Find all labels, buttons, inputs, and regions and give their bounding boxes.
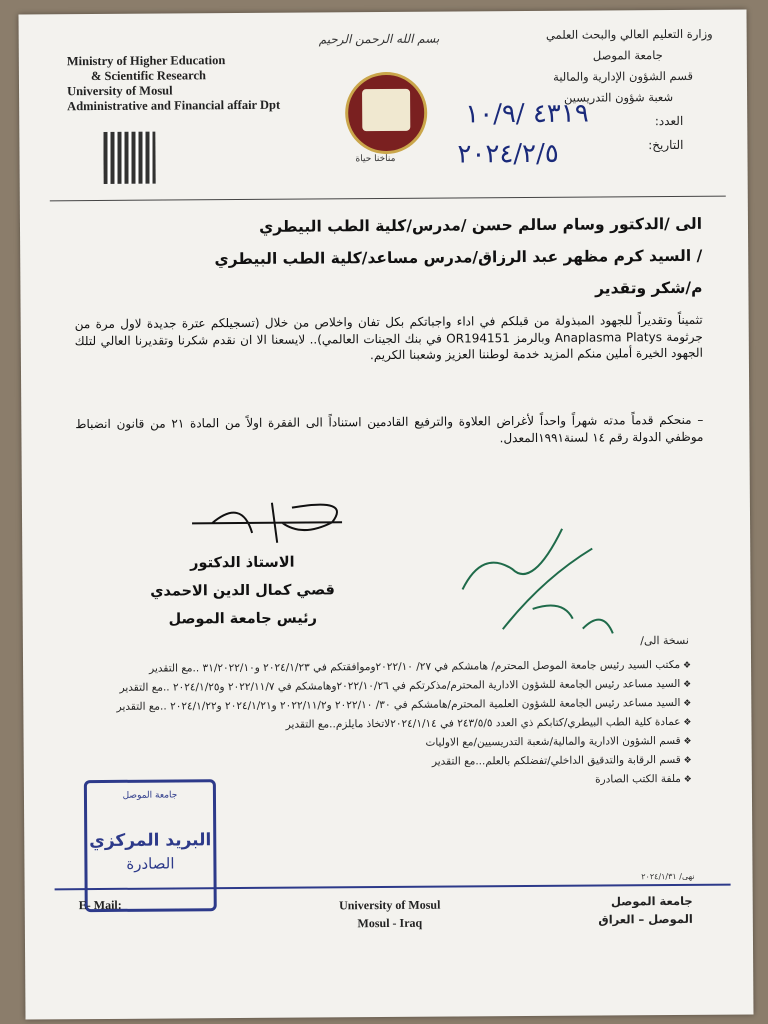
copy-item: ❖ قسم الرقابة والتدقيق الداخلي/تفضلكم بالعلم...مع التقدير: [78, 753, 692, 773]
signatory-block: [132, 548, 353, 634]
stamp-top: جامعة الموصل: [122, 790, 178, 801]
copy-item: ❖ قسم الشؤون الادارية والمالية/شعبة التدريسيين/مع الاوليات: [78, 734, 692, 754]
signatory-position: رئيس جامعة الموصل: [168, 610, 317, 628]
copy-item: ❖ مكتب السيد رئيس جامعة الموصل المحترم/ هامشكم في ٢٧/ ٢٠٢٢/١٠وموافقتكم في ٢٠٢٤/١/٢٣ و٣١/٢٠٢٢/١٠ ..مع التقدير: [77, 658, 691, 678]
footer-university: University of Mosul: [339, 897, 441, 913]
arabic-letterhead: [546, 24, 713, 109]
copies-title: نسخة الى/: [640, 633, 689, 648]
department-ar: قسم الشؤون الإدارية والمالية: [553, 68, 693, 84]
president-signature: [182, 492, 362, 553]
basmala: بسم الله الرحمن الرحيم: [318, 31, 440, 47]
addressee-2: / السيد كرم مظهر عبد الرزاق/مدرس مساعد/كلية الطب البيطري: [214, 246, 703, 269]
date-value: ٢٠٢٤/٢/٥: [457, 138, 559, 170]
university-ar: جامعة الموصل: [592, 48, 663, 63]
signatory-name: قصي كمال الدين الاحمدي: [150, 582, 335, 600]
copies-list: [77, 656, 692, 795]
research-en: & Scientific Research: [90, 68, 206, 84]
body-paragraph-1: تثميناً وتقديراً للجهود المبذولة من قبلكم في اداء واجباتكم بكل تفان واخلاص من خلال (تسجيلكم عترة جديدة لاول مرة من جرثومة Anaplasma Platys وبالرمز OR194151 في بنك الجينات العالمي).. لايسعنا الا ان نقدم شكرنا وتقديرنا العالي لتلك الجهود الخيرة أملين منكم المزيد خدمة لوطننا العزيز وشعبنا الكريم.: [74, 312, 703, 363]
ministry-ar: وزارة التعليم العالي والبحث العلمي: [545, 26, 713, 42]
ministry-en: Ministry of Higher Education: [66, 53, 226, 69]
footer-university-ar: جامعة الموصل: [610, 893, 693, 909]
stamp-middle: البريد المركزي: [89, 830, 212, 852]
footer-city: Mosul - Iraq: [357, 915, 423, 931]
footer-city-ar: الموصل – العراق: [598, 911, 693, 927]
department-en: Administrative and Financial affair Dpt: [67, 97, 281, 114]
university-logo: [345, 72, 428, 155]
copy-item: ❖ عمادة كلية الطب البيطري/كتابكم ذي العدد ٢٤٣/٥/٥ في ٢٠٢٤/١/١٤لاتخاذ مايلزم..مع التقدير: [77, 715, 691, 735]
section-ar: شعبة شؤون التدريسين: [563, 89, 674, 105]
copy-item: ❖ السيد مساعد رئيس الجامعة للشؤون العلمية المحترم/هامشكم في ٣٠/ ٢٠٢٢/١٠ و٢٠٢٢/١١/٢ و٢٠٢٤/١/٢١ و٢٠٢٤/١/٢٢ ..مع التقدير: [77, 696, 691, 716]
logo-slogan: مناخنا حياة: [355, 153, 396, 165]
date-label: التاريخ:: [648, 137, 684, 153]
logo-emblem-icon: [362, 89, 410, 131]
number-value: ٤٣١٩ /١٠/٩: [465, 98, 589, 130]
body-paragraph-2: – منحكم قدماً مدته شهراً واحداً لأغراض العلاوة والترفيع القادمين استناداً الى الفقرة اولاً من المادة ٢١ من قانون انضباط موظفي الدولة رقم ١٤ لسنة١٩٩١المعدل.: [75, 412, 704, 445]
copy-item: ❖ ملفة الكتب الصادرة: [78, 772, 692, 792]
stamp-bottom: الصادرة: [126, 854, 175, 873]
english-letterhead: [67, 53, 280, 114]
letter-page: [19, 9, 754, 1019]
qr-code: [103, 132, 155, 184]
footer-arabic: [598, 892, 693, 929]
header-divider: [50, 196, 726, 202]
subject-line: م/شكر وتقدير: [595, 278, 703, 298]
central-mail-stamp: [84, 779, 217, 912]
signatory-title: الاستاذ الدكتور: [190, 554, 295, 572]
footer-center: [325, 896, 455, 933]
handwritten-note: [442, 508, 633, 649]
addressee-1: الى /الدكتور وسام سالم حسن /مدرس/كلية الطب البيطري: [258, 214, 703, 236]
drafter-note: نهى/ ٢٠٢٤/١/٣١: [641, 871, 695, 882]
email-label: E- Mail:: [78, 897, 122, 913]
copy-item: ❖ السيد مساعد رئيس الجامعة للشؤون الادارية المحترم/مذكرتكم في ٢٠٢٢/١٠/٢٦وهامشكم في ٢٠٢٢/١١/٧ و٢٠٢٤/١/٢٥ ..مع التقدير: [77, 677, 691, 697]
number-label: العدد:: [654, 113, 684, 129]
university-en: University of Mosul: [66, 83, 173, 99]
